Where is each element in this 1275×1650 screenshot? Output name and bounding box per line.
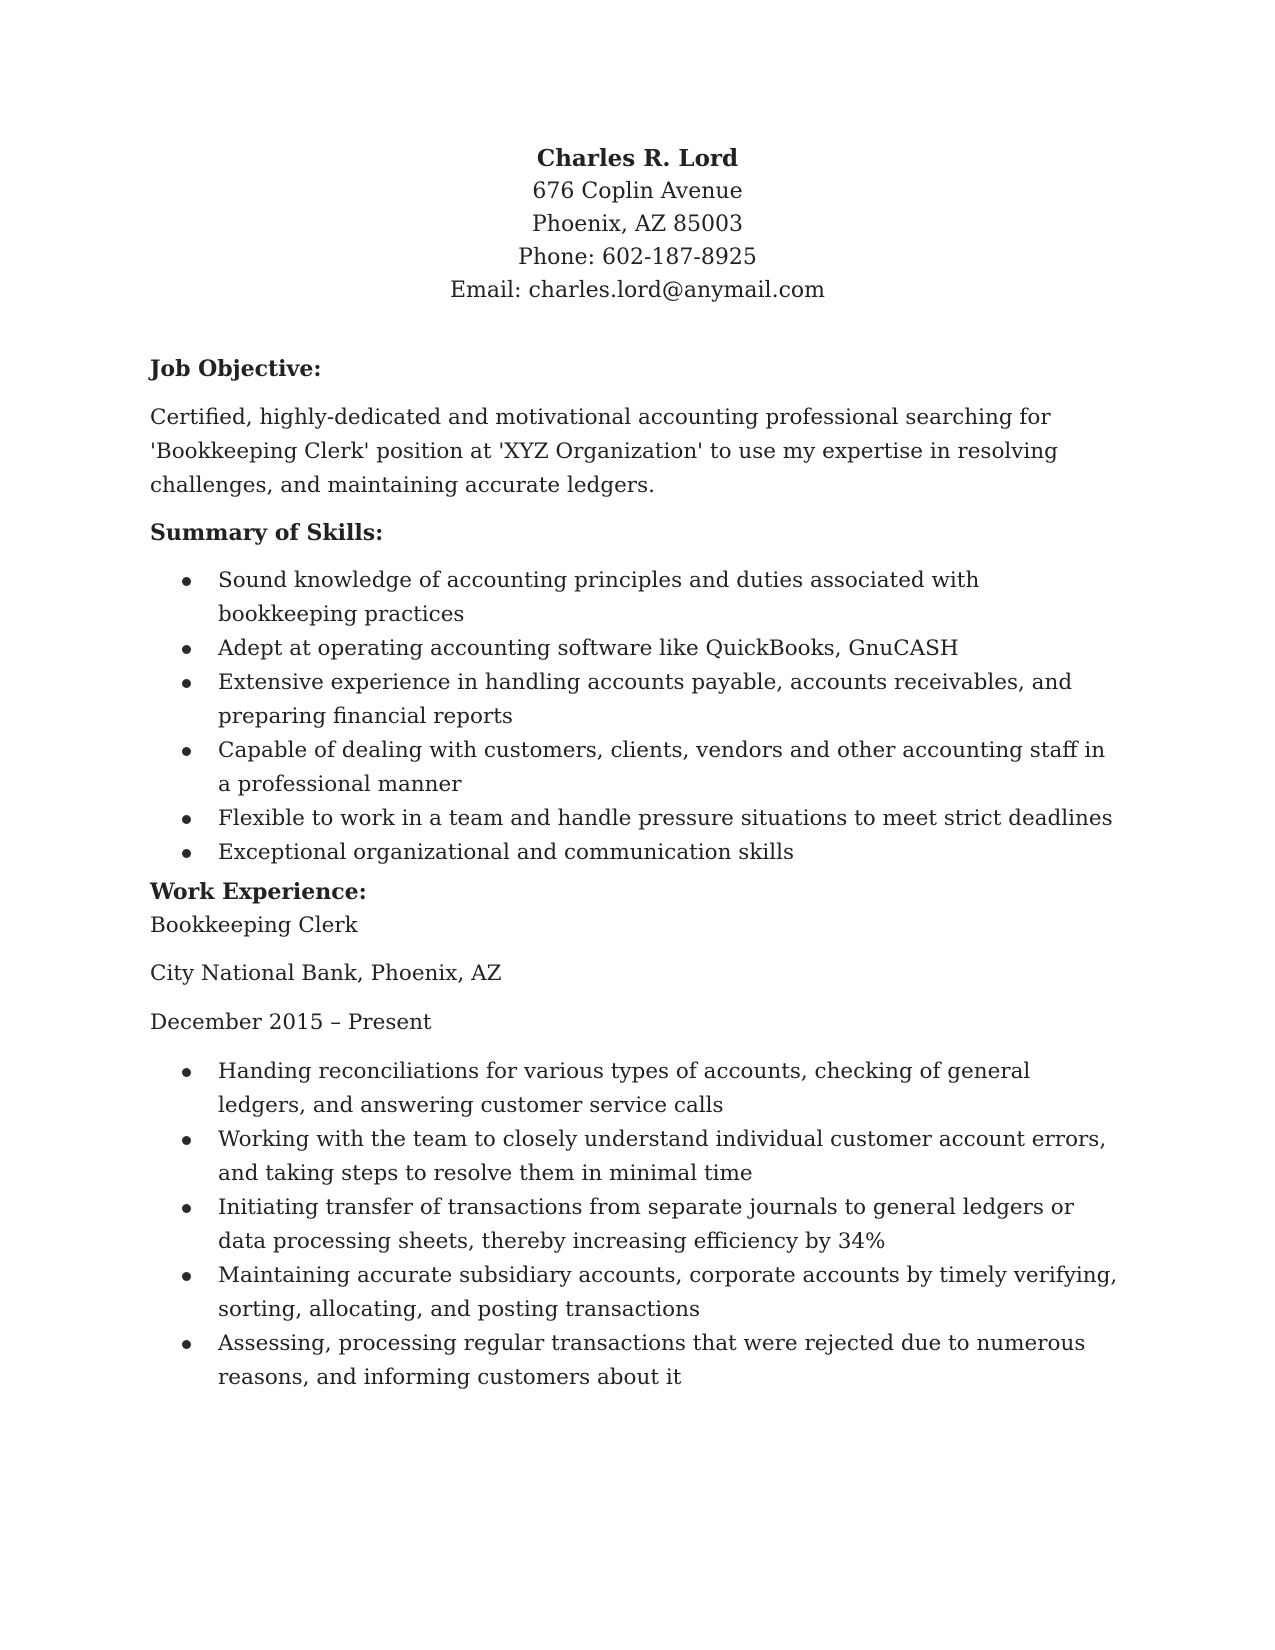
company-location: City National Bank, Phoenix, AZ (150, 961, 502, 986)
list-item-line: ledgers, and answering customer service calls (218, 1093, 724, 1118)
employment-dates: December 2015 – Present (150, 1010, 432, 1035)
phone-number: Phone: 602-187-8925 (518, 245, 757, 270)
list-item (143, 1259, 1118, 1327)
list-item-line: Maintaining accurate subsidiary accounts, corporate accounts by timely verifying, (218, 1263, 1118, 1288)
bullet-icon (182, 1340, 191, 1349)
list-item-line: Exceptional organizational and communication skills (218, 840, 795, 865)
street-address: 676 Coplin Avenue (532, 179, 743, 204)
bullet-icon (182, 1136, 191, 1145)
list-item (143, 1055, 1118, 1123)
bullet-icon (182, 645, 191, 654)
experience-list-container (143, 1055, 1118, 1395)
list-item-line: Adept at operating accounting software like QuickBooks, GnuCASH (218, 636, 959, 661)
list-item-line: sorting, allocating, and posting transactions (218, 1297, 700, 1322)
skills-list-container (143, 564, 1118, 870)
experience-list (143, 1055, 1118, 1395)
list-item-line: Capable of dealing with customers, clients, vendors and other accounting staff in (218, 738, 1106, 763)
list-item (143, 1123, 1118, 1191)
list-item (143, 1191, 1118, 1259)
objective-line: 'Bookkeeping Clerk' position at 'XYZ Organization' to use my expertise in resolving (150, 439, 1058, 464)
list-item-line: Extensive experience in handling accounts payable, accounts receivables, and (218, 670, 1073, 695)
bullet-icon (182, 1068, 191, 1077)
list-item-line: data processing sheets, thereby increasing efficiency by 34% (218, 1229, 886, 1254)
experience-heading: Work Experience: (150, 879, 367, 905)
list-item (143, 734, 1118, 802)
bullet-icon (182, 747, 191, 756)
list-item (143, 1327, 1118, 1395)
resume-header (0, 142, 1275, 307)
bullet-icon (182, 1204, 191, 1213)
candidate-name: Charles R. Lord (536, 145, 739, 172)
list-item (143, 802, 1118, 836)
list-item-line: Handing reconciliations for various types of accounts, checking of general (218, 1059, 1031, 1084)
bullet-icon (182, 849, 191, 858)
bullet-icon (182, 815, 191, 824)
list-item (143, 836, 1118, 870)
list-item-line: Sound knowledge of accounting principles and duties associated with (218, 568, 980, 593)
list-item-line: Flexible to work in a team and handle pressure situations to meet strict deadlines (218, 806, 1113, 831)
list-item (143, 632, 1118, 666)
bullet-icon (182, 577, 191, 586)
experience-section (150, 875, 1125, 943)
objective-text (150, 401, 1125, 503)
list-item-line: reasons, and informing customers about it (218, 1365, 682, 1390)
company-block (150, 957, 1125, 991)
objective-line: challenges, and maintaining accurate ledgers. (150, 473, 655, 498)
skills-list (143, 564, 1118, 870)
city-state-zip: Phoenix, AZ 85003 (532, 212, 743, 237)
bullet-icon (182, 1272, 191, 1281)
skills-heading: Summary of Skills: (150, 520, 384, 546)
objective-section (150, 352, 1125, 386)
list-item (143, 564, 1118, 632)
bullet-icon (182, 679, 191, 688)
job-title: Bookkeeping Clerk (150, 913, 358, 938)
list-item-line: Initiating transfer of transactions from separate journals to general ledgers or (218, 1195, 1074, 1220)
list-item-line: a professional manner (218, 772, 462, 797)
objective-heading: Job Objective: (150, 356, 322, 382)
list-item-line: bookkeeping practices (218, 602, 465, 627)
list-item-line: Assessing, processing regular transactions that were rejected due to numerous (218, 1331, 1086, 1356)
list-item (143, 666, 1118, 734)
dates-block (150, 1006, 1125, 1040)
list-item-line: and taking steps to resolve them in minimal time (218, 1161, 753, 1186)
list-item-line: Working with the team to closely understand individual customer account errors, (218, 1127, 1107, 1152)
list-item-line: preparing financial reports (218, 704, 513, 729)
objective-line: Certified, highly-dedicated and motivational accounting professional searching for (150, 405, 1051, 430)
email-address: Email: charles.lord@anymail.com (449, 278, 826, 303)
skills-section (150, 516, 1125, 550)
